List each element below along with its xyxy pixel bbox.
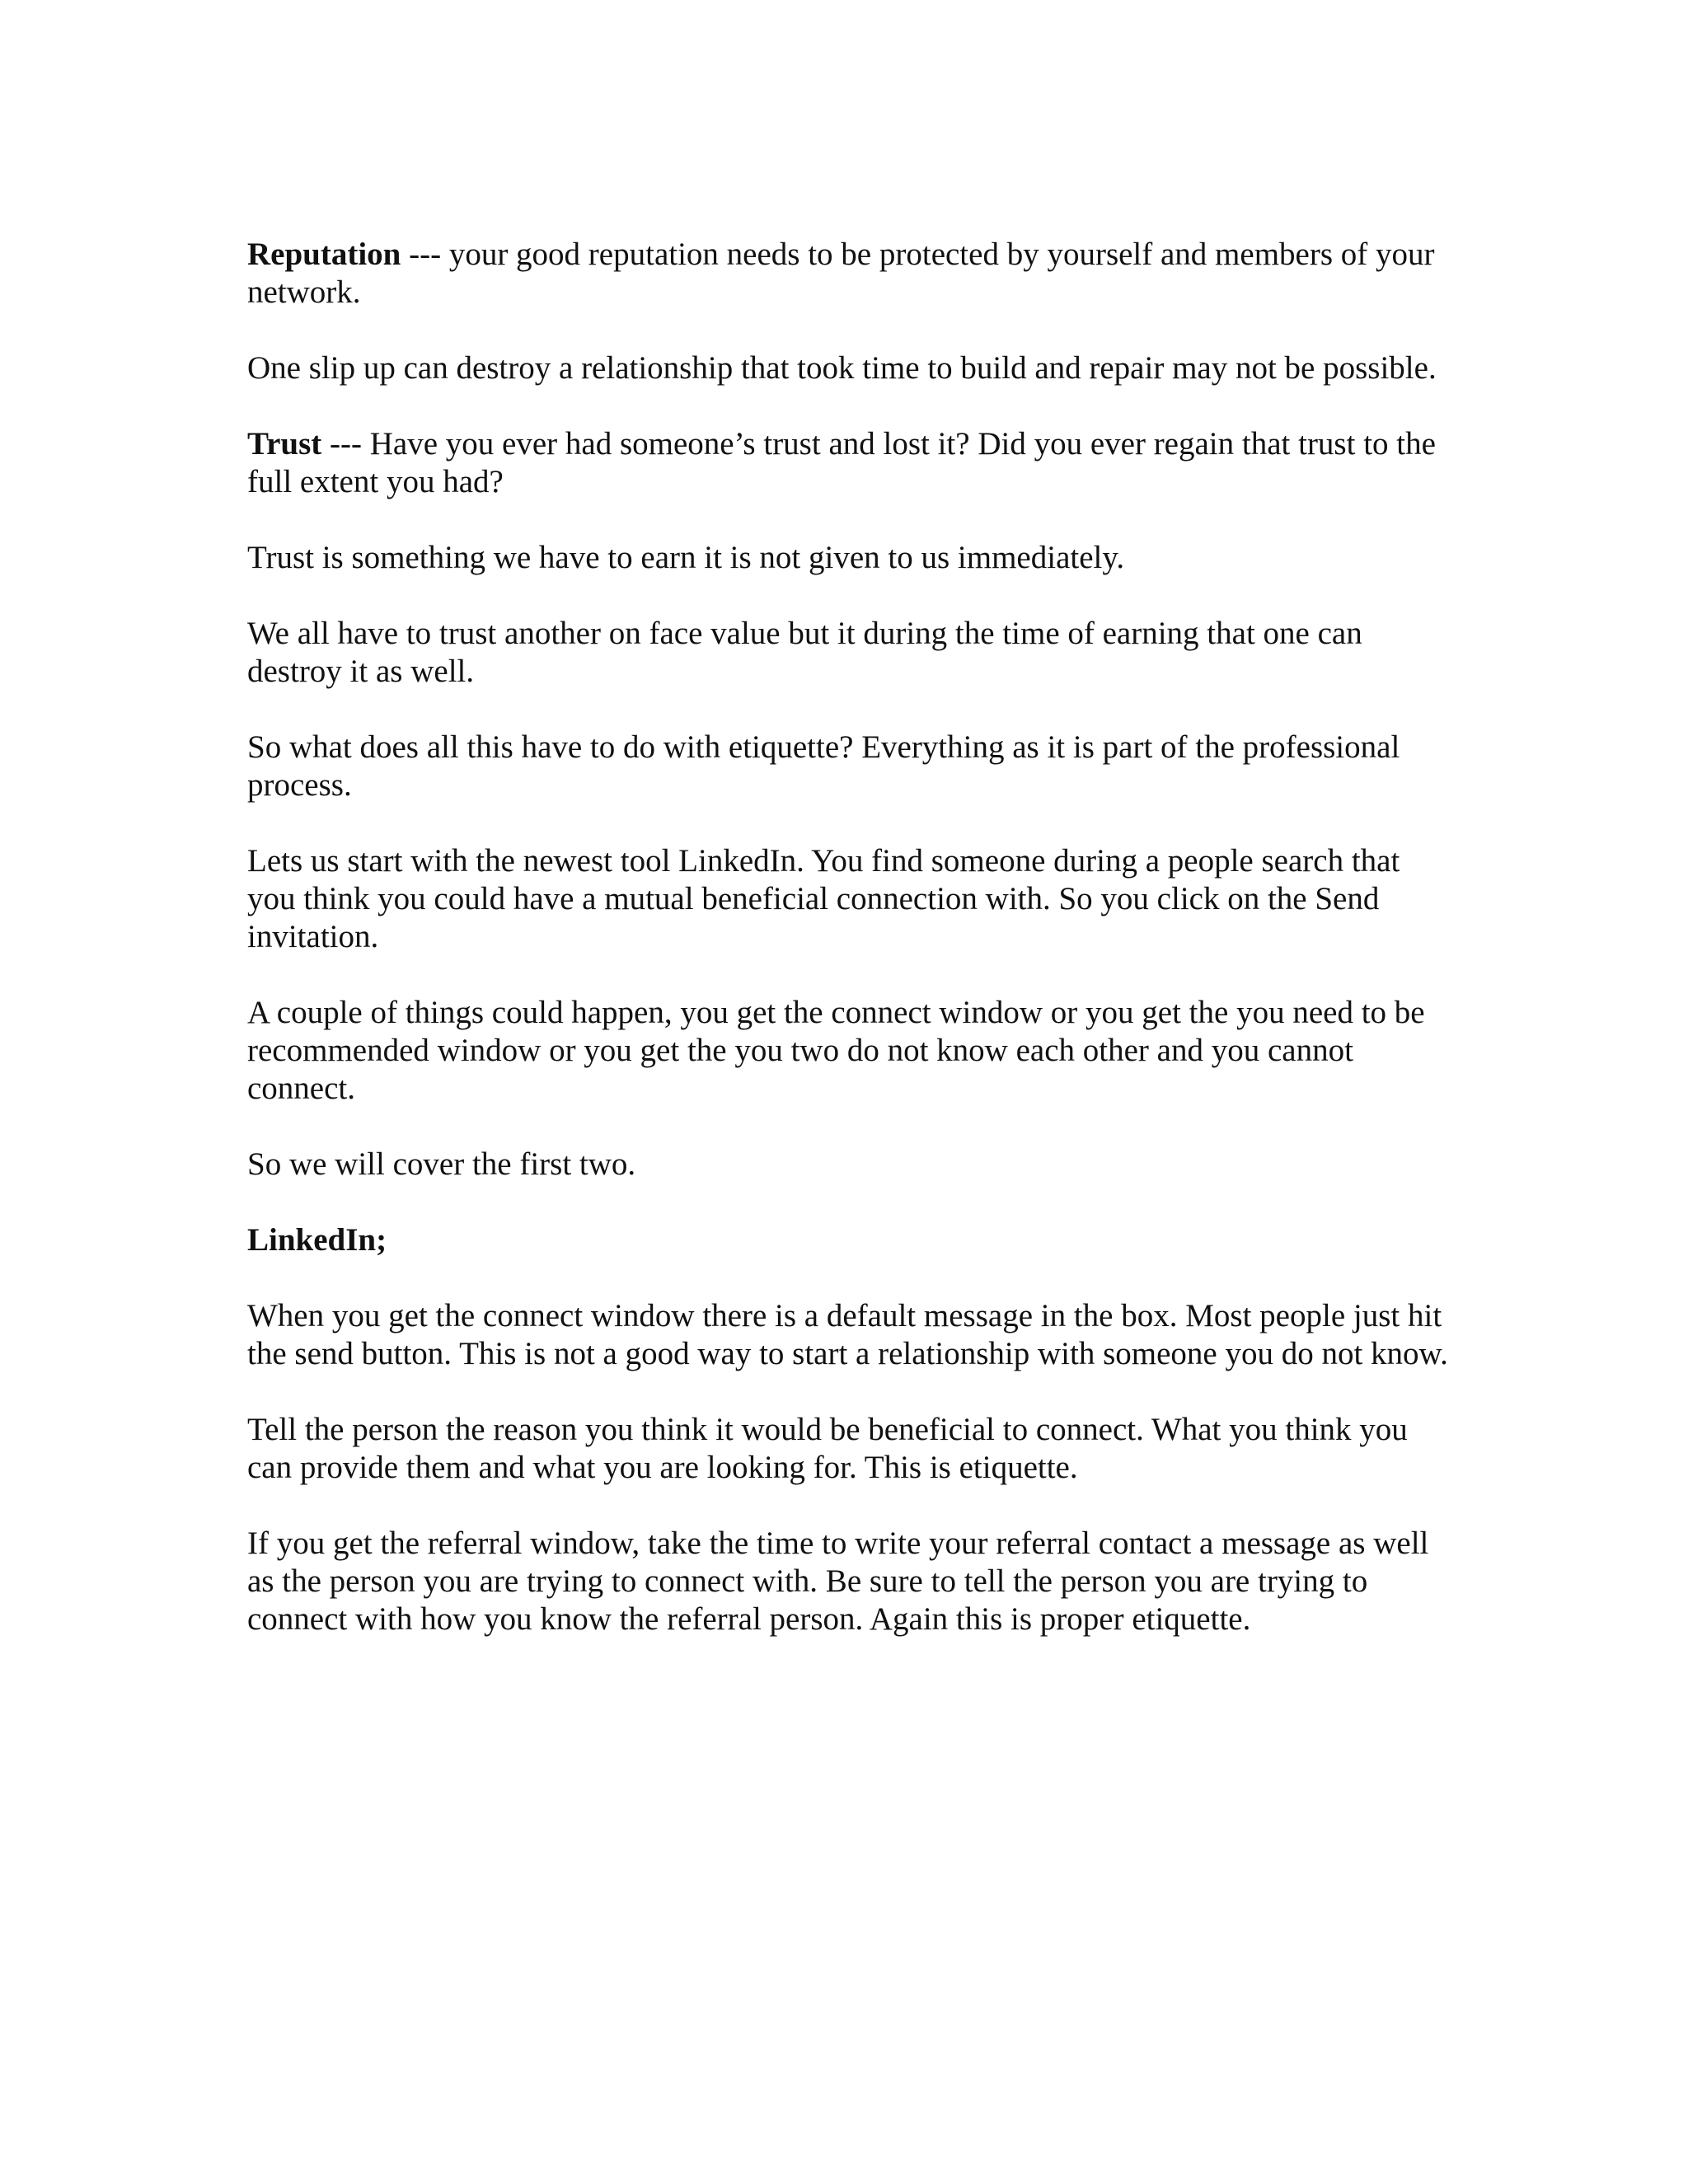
- paragraph-text: When you get the connect window there is a default message in the box. Most people just hit the send button. This is not a good way to start a relationship with someone you do not know.: [247, 1298, 1448, 1371]
- term-reputation: Reputation: [247, 237, 401, 272]
- term-trust: Trust: [247, 426, 322, 462]
- paragraph-trust-earned: [247, 539, 1451, 577]
- paragraph-text: --- your good reputation needs to be protected by yourself and members of your network.: [247, 237, 1435, 310]
- paragraph-text: One slip up can destroy a relationship that took time to build and repair may not be possible.: [247, 350, 1437, 386]
- paragraph-things-happen: [247, 994, 1451, 1108]
- section-heading-linkedin: [247, 1221, 1451, 1259]
- paragraph-cover-two: [247, 1146, 1451, 1183]
- paragraph-text: So what does all this have to do with etiquette? Everything as it is part of the professional process.: [247, 729, 1400, 803]
- paragraph-slip-up: [247, 349, 1451, 387]
- paragraph-connect-window: [247, 1297, 1451, 1373]
- paragraph-etiquette-question: [247, 729, 1451, 804]
- paragraph-face-value: [247, 615, 1451, 691]
- paragraph-text: A couple of things could happen, you get the connect window or you get the you need to be recommended window or you get the you two do not know each other and you cannot connect.: [247, 995, 1425, 1106]
- paragraph-text: Tell the person the reason you think it would be beneficial to connect. What you think you can provide them and what you are looking for. This is etiquette.: [247, 1412, 1408, 1485]
- paragraph-linkedin-intro: [247, 842, 1451, 956]
- paragraph-referral-window: [247, 1525, 1451, 1638]
- paragraph-text: --- Have you ever had someone’s trust and lost it? Did you ever regain that trust to the full extent you had?: [247, 426, 1436, 499]
- paragraph-text: So we will cover the first two.: [247, 1146, 636, 1182]
- heading-linkedin: LinkedIn;: [247, 1222, 387, 1258]
- paragraph-tell-reason: [247, 1411, 1451, 1487]
- document-body: [247, 236, 1451, 1676]
- paragraph-reputation: [247, 236, 1451, 312]
- paragraph-text: Lets us start with the newest tool LinkedIn. You find someone during a people search that you think you could have a mutual beneficial connection with. So you click on the Send invitation.: [247, 843, 1400, 954]
- paragraph-text: We all have to trust another on face value but it during the time of earning that one can destroy it as well.: [247, 616, 1362, 689]
- paragraph-text: Trust is something we have to earn it is not given to us immediately.: [247, 540, 1125, 575]
- paragraph-trust: [247, 425, 1451, 501]
- paragraph-text: If you get the referral window, take the time to write your referral contact a message as well as the person you are trying to connect with. Be sure to tell the person you are trying to connect with how you know the referral person. Again this is proper etiquette.: [247, 1526, 1429, 1637]
